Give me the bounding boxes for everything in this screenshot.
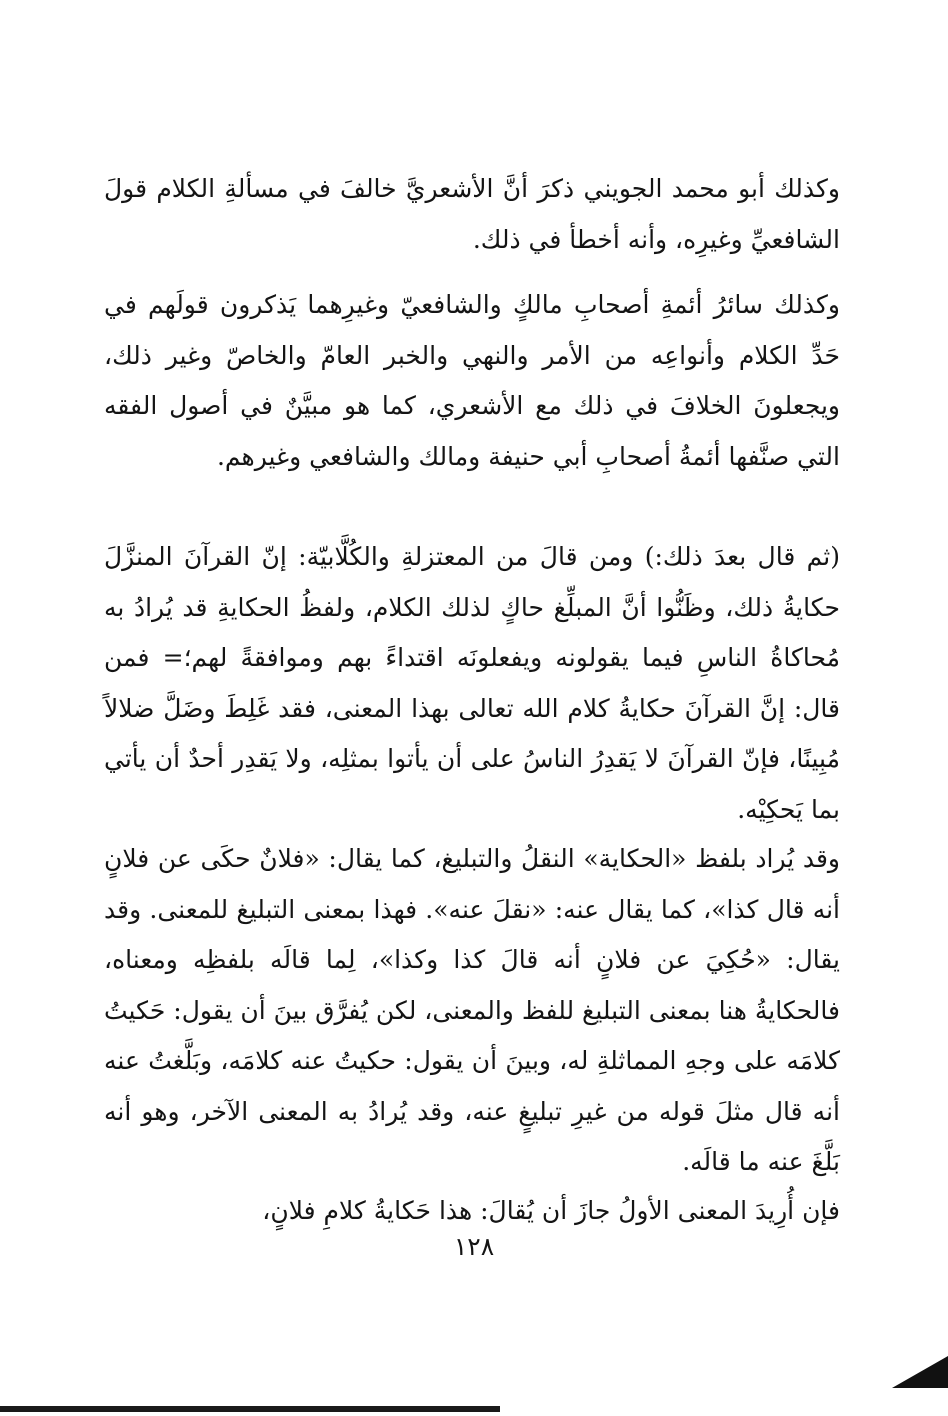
paragraph-2: وكذلك سائرُ أئمةِ أصحابِ مالكٍ والشافعيّ وغيرِهما يَذكرون قولَهم في حَدِّ الكلام وأنواعِه من الأمر والنهي والخبر العامّ والخاصّ وغير ذلك، ويجعلونَ الخلافَ في ذلك مع الأشعري، كما هو مبيَّنٌ في أصول الفقه التي صنَّفها أئمةُ أصحابِ أبي حنيفة ومالك والشافعي وغيرهم. (104, 290, 840, 471)
paragraph-3: (ثم قال بعدَ ذلك:) ومن قالَ من المعتزلةِ والكُلَّابيّة: إنّ القرآنَ المنزَّلَ حكايةُ ذلك، وظَنُّوا أنَّ المبلِّغ حاكٍ لذلك الكلام، ولفظُ الحكايةِ قد يُرادُ به مُحاكاةُ الناسِ فيما يقولونه ويفعلونَه اقتداءً بهم وموافقةً لهم؛= فمن قال: إنَّ القرآنَ حكايةُ كلام الله تعالى بهذا المعنى، فقد غَلِطَ وضَلَّ ضلالاً مُبِينًا، فإنّ القرآنَ لا يَقدِرُ الناسُ على أن يأتوا بمثلِه، ولا يَقدِر أحدٌ أن يأتي بما يَحكِيْه. (104, 542, 840, 824)
page-number: ١٢٨ (453, 1232, 495, 1261)
corner-scan-mark (892, 1356, 948, 1388)
paragraph-4: وقد يُراد بلفظ «الحكاية» النقلُ والتبليغ، كما يقال: «فلانٌ حكَى عن فلانٍ أنه قال كذا»، كما يقال عنه: «نقلَ عنه». فهذا بمعنى التبليغ للمعنى. وقد يقال: «حُكِيَ عن فلانٍ أنه قالَ كذا وكذا»، لِما قالَه بلفظِه ومعناه، فالحكايةُ هنا بمعنى التبليغ للفظ والمعنى، لكن يُفرَّق بينَ أن يقول: حَكيتُ كلامَه على وجهِ المماثلةِ له، وبينَ أن يقول: حكيتُ عنه كلامَه، وبَلَّغتُ عنه أنه قال مثلَ قوله من غيرِ تبليغٍ عنه، وقد يُرادُ به المعنى الآخر، وهو أنه بَلَّغَ عنه ما قالَه. (104, 844, 840, 1176)
paragraph-1: وكذلك أبو محمد الجويني ذكرَ أنَّ الأشعريَّ خالفَ في مسألةِ الكلام قولَ الشافعيِّ وغيرِه، وأنه أخطأ في ذلك. (104, 174, 840, 254)
scan-edge-line (0, 1406, 500, 1412)
paragraph-5: فإن أُرِيدَ المعنى الأولُ جازَ أن يُقالَ: هذا حَكايةُ كلامِ فلانٍ، (262, 1196, 840, 1225)
